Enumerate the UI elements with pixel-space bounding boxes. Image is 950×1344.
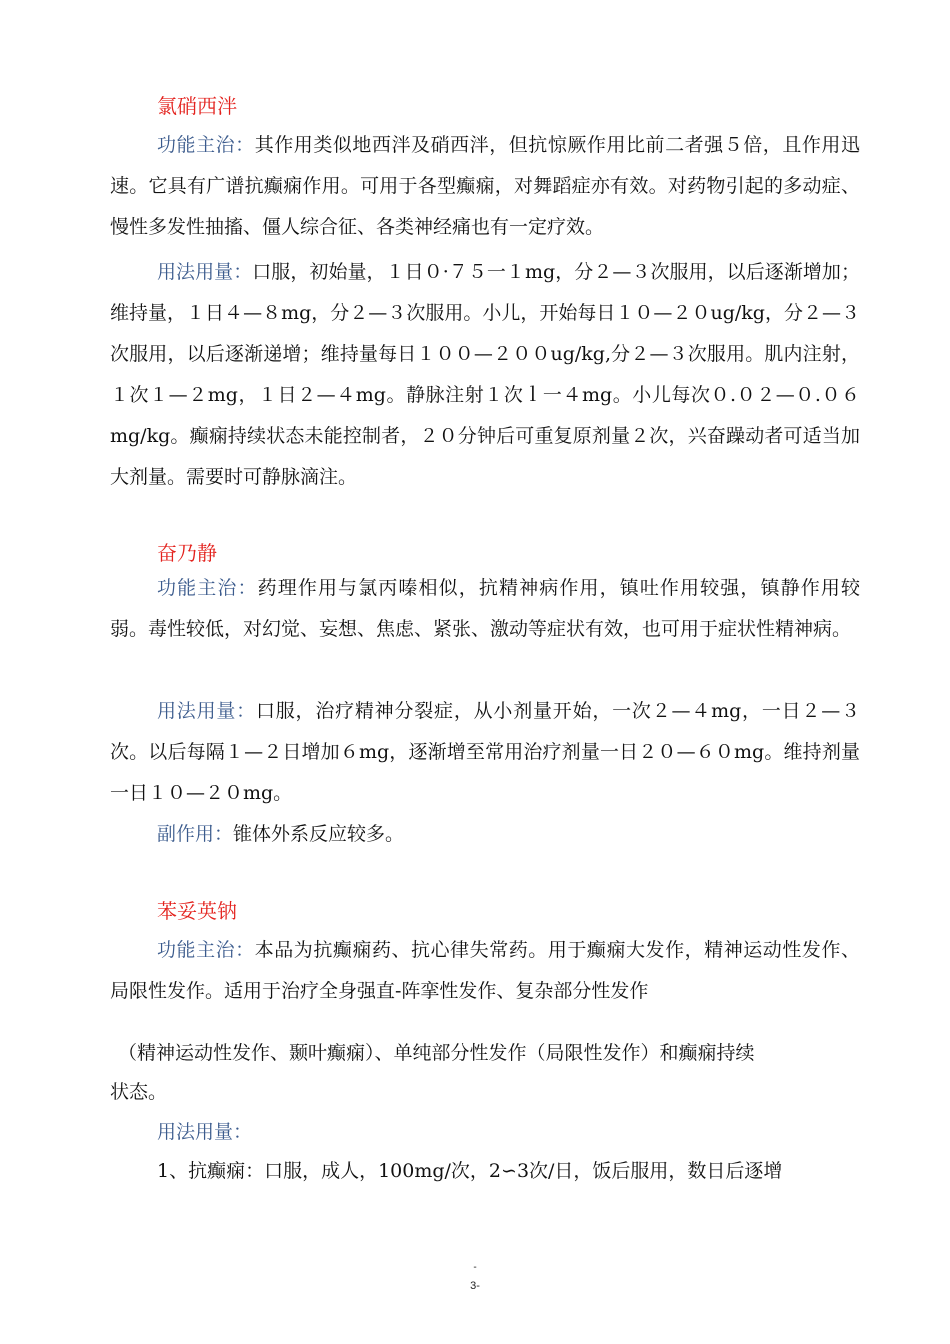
- drug-title-phenytoin-sodium: 苯妥英钠: [157, 899, 237, 923]
- indication-paragraph: [110, 930, 860, 1012]
- indication-text: 其作用类似地西泮及硝西泮，但抗惊厥作用比前二者强５倍，且作用迅速。它具有广谱抗癫痫作用。可用于各型癫痫，对舞蹈症亦有效。对药物引起的多动症、慢性多发性抽搐、僵人综合征、各类神经痛也有一定疗效。: [110, 134, 860, 238]
- indication-paragraph: [110, 568, 860, 650]
- dosage-label: 用法用量：: [157, 261, 253, 283]
- dosage-label: 用法用量：: [157, 1121, 253, 1143]
- dosage-text: 口服，治疗精神分裂症，从小剂量开始，一次２—４mg，一日２—３次。以后每隔１—２日增加６mg，逐渐增至常用治疗剂量一日２０—６０mg。维持剂量一日１０—２０mg。: [110, 700, 860, 804]
- indication-label: 功能主治：: [157, 134, 255, 156]
- side-effect-paragraph: [110, 814, 860, 855]
- indication-label: 功能主治：: [157, 577, 258, 599]
- side-effect-text: 锥体外系反应较多。: [233, 823, 405, 845]
- dosage-text: 口服，初始量，１日０·７５一１mg，分２—３次服用，以后逐渐增加；维持量，１日４—８mg，分２—３次服用。小儿，开始每日１０—２０ug/kg，分２—３次服用，以后逐渐递增；维持量每日１００—２００ug/kg,分２—３次服用。肌内注射，１次１—２mg，１日２—４mg。静脉注射１次ｌ一４mg。小儿每次０.０２—０.０６mg/kg。癫痫持续状态未能控制者，２０分钟后可重复原剂量２次，兴奋躁动者可适当加大剂量。需要时可静脉滴注。: [110, 261, 860, 488]
- dosage-label: 用法用量：: [157, 700, 256, 722]
- dosage-item: 1、抗癫痫：口服，成人，100mg/次，2∽3次/日，饭后服用，数日后逐增: [157, 1160, 783, 1182]
- indication-paragraph: [110, 125, 860, 248]
- drug-title-perphenazine: 奋乃静: [157, 541, 217, 565]
- indication-text: 药理作用与氯丙嗪相似，抗精神病作用，镇吐作用较强，镇静作用较弱。毒性较低，对幻觉、妄想、焦虑、紧张、激动等症状有效，也可用于症状性精神病。: [110, 577, 860, 640]
- footer-dash: -: [473, 1262, 477, 1273]
- indication-continuation-line: （精神运动性发作、颞叶癫痫）、单纯部分性发作（局限性发作）和癫痫持续: [118, 1042, 755, 1064]
- page-number: 3-: [470, 1280, 480, 1292]
- dosage-paragraph: [110, 252, 860, 498]
- drug-title-clonazepam: 氯硝西泮: [157, 94, 237, 118]
- side-effect-label: 副作用：: [157, 823, 234, 845]
- indication-label: 功能主治：: [157, 939, 255, 961]
- dosage-paragraph: [110, 691, 860, 814]
- indication-continuation-line: 状态。: [110, 1081, 168, 1103]
- indication-text: 本品为抗癫痫药、抗心律失常药。用于癫痫大发作，精神运动性发作、局限性发作。适用于治疗全身强直-阵挛性发作、复杂部分性发作: [110, 939, 860, 1002]
